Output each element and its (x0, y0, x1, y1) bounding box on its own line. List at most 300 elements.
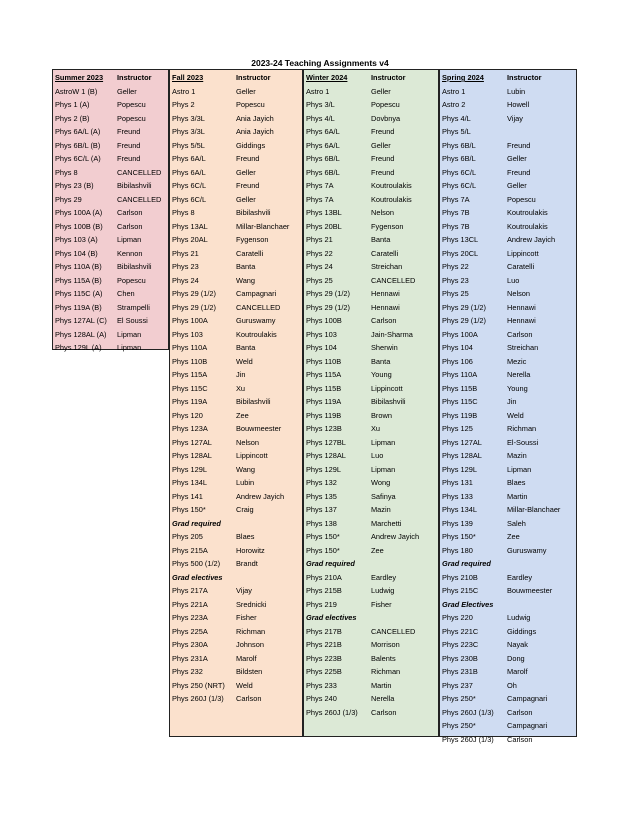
table-row (170, 233, 302, 246)
table-row (170, 274, 302, 287)
table-row (440, 274, 576, 287)
instructor-cell: Zee (507, 532, 520, 541)
instructor-cell: Martin (371, 680, 392, 690)
table-row (304, 449, 438, 462)
table-row (170, 166, 302, 179)
course-cell: Phys 8 (55, 167, 78, 177)
course-cell: Phys 260J (1/3) (442, 707, 494, 717)
table-row (440, 409, 576, 422)
table-row (440, 220, 576, 233)
column-header (440, 71, 576, 84)
course-cell: Phys 8 (172, 208, 195, 217)
instructor-cell: Eardley (507, 572, 533, 582)
course-cell: Phys 29 (1/2) (172, 302, 216, 312)
table-row (304, 571, 438, 584)
table-row (170, 368, 302, 381)
course-cell: Phys 129L (306, 464, 341, 474)
course-cell: Phys 250 (NRT) (172, 680, 225, 690)
table-row (440, 382, 576, 395)
course-cell: Phys 29 (1/2) (172, 289, 216, 298)
course-cell: Phys 23 (442, 275, 469, 285)
table-row (170, 301, 302, 314)
course-cell: Phys 104 (B) (55, 248, 98, 258)
instructor-cell: Nelson (507, 289, 531, 298)
table-row (304, 625, 438, 638)
course-cell: Phys 127AL (172, 437, 212, 447)
course-cell: Phys 6B/L (442, 140, 476, 150)
instructor-cell: Balents (371, 653, 396, 663)
table-row (170, 584, 302, 597)
instructor-cell: Blaes (236, 532, 255, 541)
instructor-cell: Millar-Blanchaer (236, 221, 290, 231)
instructor-cell: Bildsten (236, 667, 263, 676)
instructor-cell: Saleh (507, 518, 526, 528)
course-cell: Phys 225B (306, 667, 342, 676)
instructor-cell: Banta (371, 235, 391, 244)
course-cell: Phys 22 (442, 262, 469, 271)
instructor-cell: Marolf (507, 667, 528, 676)
table-row (440, 638, 576, 651)
instructor-cell: Freund (507, 140, 531, 150)
table-row (170, 328, 302, 341)
course-cell: Phys 115A (B) (55, 275, 102, 285)
course-cell: Phys 103 (172, 329, 203, 339)
course-cell: Phys 1 (A) (55, 100, 90, 109)
table-row (304, 652, 438, 665)
instructor-cell: Koutroulakis (507, 208, 548, 217)
course-cell: Phys 6B/L (442, 154, 476, 163)
instructor-cell: Carlson (371, 316, 397, 325)
instructor-cell: Popescu (371, 100, 400, 109)
instructor-cell: Lippincott (371, 383, 403, 393)
course-cell: Phys 6A/L (A) (55, 127, 101, 136)
table-row (304, 355, 438, 368)
course-cell: Phys 6A/L (172, 154, 206, 163)
table-row (440, 544, 576, 557)
table-row (170, 314, 302, 327)
course-cell: Phys 6A/L (306, 127, 340, 136)
table-row (440, 341, 576, 354)
table-row (440, 733, 576, 746)
table-row (170, 652, 302, 665)
table-row (440, 706, 576, 719)
table-row (170, 247, 302, 260)
instructor-cell: Banta (236, 262, 256, 271)
course-cell: Phys 100A (442, 329, 478, 339)
instructor-cell: Xu (371, 424, 381, 433)
instructor-cell: Vijay (507, 113, 523, 123)
instructor-cell: El Soussi (117, 316, 148, 325)
table-row (304, 368, 438, 381)
course-cell: Phys 134L (172, 478, 207, 487)
table-row (170, 220, 302, 233)
table-row (304, 125, 438, 138)
instructor-cell: Luo (371, 451, 384, 460)
instructor-cell: Ludwig (371, 586, 395, 595)
table-row (304, 638, 438, 651)
table-row (304, 220, 438, 233)
table-row (170, 355, 302, 368)
course-cell: Phys 233 (306, 680, 337, 690)
instructor-cell: Geller (507, 181, 527, 190)
table-row (304, 436, 438, 449)
table-row (170, 193, 302, 206)
table-row (304, 382, 438, 395)
course-cell: Phys 6B/L (B) (55, 140, 101, 150)
table-row (440, 368, 576, 381)
course-cell: Phys 135 (306, 491, 337, 501)
course-cell: Phys 115C (A) (55, 289, 103, 298)
instructor-cell: Zee (236, 410, 249, 420)
instructor-cell: Popescu (117, 100, 146, 109)
table-row (440, 139, 576, 152)
table-row (304, 274, 438, 287)
course-cell: Phys 215A (172, 545, 208, 555)
instructor-cell: Bibilashvili (236, 208, 271, 217)
course-cell: Phys 129L (442, 464, 477, 474)
table-row (53, 233, 168, 246)
table-row (304, 233, 438, 246)
instructor-cell: Sherwin (371, 343, 398, 352)
table-row (304, 665, 438, 678)
section-subheader (170, 517, 302, 530)
table-row (170, 463, 302, 476)
course-cell: Phys 221B (306, 640, 342, 649)
instructor-cell: Freund (117, 154, 141, 163)
table-row (53, 247, 168, 260)
instructor-cell: Nayak (507, 640, 528, 649)
column-spring-2024 (439, 69, 577, 744)
instructor-cell: Oh (507, 680, 517, 690)
course-cell: Phys 210A (306, 572, 342, 582)
table-row (53, 206, 168, 219)
table-row (170, 611, 302, 624)
course-cell: Phys 23 (172, 262, 199, 271)
instructor-cell: Carlson (236, 694, 262, 703)
section-label: Grad Electives (442, 599, 494, 609)
course-cell: Phys 123A (172, 424, 208, 433)
table-row (440, 166, 576, 179)
course-cell: Phys 4/L (306, 113, 335, 123)
table-row (170, 503, 302, 516)
course-cell: Phys 127BL (306, 437, 346, 447)
page-title: 2023-24 Teaching Assignments v4 (251, 58, 389, 68)
table-row (53, 287, 168, 300)
instructor-cell: Caratelli (371, 248, 399, 258)
table-row (440, 679, 576, 692)
course-cell: Phys 7B (442, 208, 470, 217)
section-label: Grad electives (172, 572, 223, 582)
table-row (304, 530, 438, 543)
course-cell: Phys 20CL (442, 248, 479, 258)
instructor-cell: Geller (236, 167, 256, 177)
course-cell: Phys 260J (1/3) (306, 707, 358, 717)
instructor-cell: Ania Jayich (236, 113, 274, 123)
course-cell: Phys 250* (442, 694, 476, 703)
course-cell: Phys 231A (172, 653, 208, 663)
instructor-cell: Geller (371, 86, 391, 96)
table-row (53, 220, 168, 233)
course-cell: Phys 7A (306, 194, 334, 204)
instructor-cell: Popescu (236, 100, 265, 109)
table-row (440, 301, 576, 314)
instructor-cell: Wang (236, 275, 256, 285)
table-row (304, 98, 438, 111)
course-cell: Phys 2 (B) (55, 113, 90, 123)
table-row (53, 166, 168, 179)
course-cell: Phys 6C/L (A) (55, 154, 101, 163)
table-row (304, 706, 438, 719)
instructor-cell: Freund (371, 167, 395, 177)
instructor-cell: CANCELLED (117, 194, 162, 204)
column-header (170, 71, 302, 84)
course-cell: Phys 180 (442, 545, 473, 555)
instructor-cell: Kennon (117, 248, 143, 258)
table-row (304, 395, 438, 408)
course-cell: Phys 128AL (306, 451, 346, 460)
table-row (304, 422, 438, 435)
course-cell: Astro 1 (172, 86, 196, 96)
course-cell: Phys 103 (306, 329, 337, 339)
instructor-cell: Popescu (117, 113, 146, 123)
course-cell: Phys 3/L (306, 100, 335, 109)
instructor-cell: Dong (507, 653, 525, 663)
instructor-cell: Fygenson (236, 235, 269, 244)
instructor-cell: Bibilashvili (117, 181, 152, 190)
course-cell: Phys 13AL (172, 221, 208, 231)
instructor-cell: Carlson (371, 707, 397, 717)
course-cell: Phys 100B (306, 316, 342, 325)
course-cell: AstroW 1 (B) (55, 86, 98, 96)
table-row (53, 260, 168, 273)
instructor-cell: Bibilashvili (371, 397, 406, 406)
table-row (304, 503, 438, 516)
table-row (304, 409, 438, 422)
course-cell: Phys 500 (1/2) (172, 559, 221, 568)
course-cell: Phys 6C/L (442, 167, 477, 177)
instructor-cell: Brandt (236, 559, 258, 568)
course-cell: Phys 24 (306, 262, 333, 271)
table-row (440, 260, 576, 273)
course-cell: Phys 150* (306, 532, 340, 541)
term-label: Summer 2023 (55, 73, 104, 82)
course-cell: Phys 215C (442, 586, 479, 595)
course-cell: Phys 104 (442, 343, 473, 352)
table-row (440, 125, 576, 138)
table-row (170, 125, 302, 138)
course-cell: Phys 106 (442, 356, 473, 366)
table-row (304, 490, 438, 503)
table-row (170, 139, 302, 152)
course-cell: Phys 240 (306, 694, 337, 703)
course-cell: Phys 221A (172, 599, 208, 609)
course-cell: Phys 128AL (A) (55, 329, 107, 339)
instructor-cell: Lippincott (236, 451, 268, 460)
instructor-cell: Carlson (117, 208, 143, 217)
table-row (170, 112, 302, 125)
instructor-cell: Young (507, 383, 528, 393)
table-row (170, 179, 302, 192)
instructor-cell: Lipman (371, 437, 396, 447)
course-cell: Phys 127AL (C) (55, 316, 107, 325)
instructor-cell: Eardley (371, 572, 397, 582)
table-row (440, 463, 576, 476)
instructor-cell: CANCELLED (371, 275, 416, 285)
instructor-cell: Guruswamy (236, 316, 276, 325)
table-row (440, 571, 576, 584)
table-row (170, 638, 302, 651)
column-winter-2024 (303, 69, 439, 737)
table-row (440, 98, 576, 111)
instructor-cell: Carlson (507, 329, 533, 339)
table-row (440, 287, 576, 300)
instructor-cell: Koutroulakis (371, 181, 412, 190)
instructor-cell: Popescu (117, 275, 146, 285)
instructor-cell: Caratelli (236, 248, 264, 258)
course-cell: Phys 127AL (442, 437, 482, 447)
instructor-cell: Srednicki (236, 599, 267, 609)
table-row (53, 341, 168, 354)
instructor-cell: Andrew Jayich (507, 235, 556, 244)
course-cell: Phys 7B (442, 221, 470, 231)
instructor-cell: Freund (507, 167, 531, 177)
course-cell: Phys 132 (306, 478, 337, 487)
course-cell: Phys 230B (442, 653, 478, 663)
table-row (304, 692, 438, 705)
instructor-cell: Howell (507, 100, 530, 109)
table-row (170, 557, 302, 570)
instructor-cell: Millar-Blanchaer (507, 505, 561, 514)
course-cell: Phys 133 (442, 491, 473, 501)
instructor-cell: Koutroulakis (371, 194, 412, 204)
table-row (440, 314, 576, 327)
course-cell: Phys 25 (442, 289, 469, 298)
course-cell: Phys 150* (172, 505, 206, 514)
instructor-cell: Lipman (117, 329, 142, 339)
course-cell: Astro 2 (442, 100, 466, 109)
table-row (170, 341, 302, 354)
instructor-cell: Lippincott (507, 248, 539, 258)
table-row (440, 395, 576, 408)
instructor-cell: Morrison (371, 640, 400, 649)
instructor-cell: Popescu (507, 194, 536, 204)
instructor-cell: Jin (236, 370, 246, 379)
instructor-cell: Hennawi (371, 289, 400, 298)
table-row (440, 530, 576, 543)
table-row (304, 152, 438, 165)
table-row (304, 544, 438, 557)
course-cell: Phys 123B (306, 424, 342, 433)
term-label: Winter 2024 (306, 73, 348, 82)
instructor-cell: Geller (507, 154, 527, 163)
course-cell: Phys 6B/L (306, 154, 340, 163)
course-cell: Phys 29 (1/2) (442, 302, 486, 312)
course-cell: Astro 1 (442, 86, 466, 96)
course-cell: Phys 110A (B) (55, 262, 102, 271)
course-cell: Phys 100A (172, 316, 208, 325)
table-row (170, 395, 302, 408)
course-cell: Phys 110B (306, 356, 342, 366)
instructor-cell: Carlson (117, 221, 143, 231)
instructor-cell: Lubin (507, 86, 526, 96)
table-row (53, 274, 168, 287)
instructor-cell: Craig (236, 505, 254, 514)
column-header (304, 71, 438, 84)
course-cell: Phys 223A (172, 613, 208, 622)
table-row (53, 112, 168, 125)
instructor-cell: Lipman (117, 343, 142, 352)
course-cell: Phys 223C (442, 640, 479, 649)
table-row (170, 679, 302, 692)
course-cell: Phys 5/L (442, 127, 471, 136)
course-cell: Phys 205 (172, 532, 203, 541)
instructor-cell: Campagnari (507, 694, 548, 703)
table-row (304, 463, 438, 476)
instructor-cell: Giddings (507, 626, 537, 636)
course-cell: Phys 115A (172, 370, 208, 379)
table-row (304, 328, 438, 341)
term-label: Spring 2024 (442, 73, 484, 82)
section-label: Grad required (306, 559, 355, 568)
table-row (440, 503, 576, 516)
table-row (440, 193, 576, 206)
table-row (170, 409, 302, 422)
table-row (440, 625, 576, 638)
table-row (170, 382, 302, 395)
instructor-cell: Richman (236, 626, 266, 636)
instructor-cell: Freund (371, 127, 395, 136)
column-summer-2023 (52, 69, 169, 350)
column-fall-2023 (169, 69, 303, 737)
section-subheader (304, 611, 438, 624)
instructor-cell: Weld (507, 410, 524, 420)
instructor-cell: Richman (507, 424, 537, 433)
instructor-cell: Weld (236, 356, 253, 366)
instructor-cell: Freund (371, 154, 395, 163)
instructor-cell: Carlson (507, 707, 533, 717)
table-row (170, 625, 302, 638)
instructor-cell: Luo (507, 275, 520, 285)
course-cell: Phys 22 (306, 248, 333, 258)
course-cell: Phys 217B (306, 626, 342, 636)
instructor-cell: Lipman (507, 464, 532, 474)
instructor-cell: Lipman (117, 235, 142, 244)
course-cell: Phys 139 (442, 518, 473, 528)
course-cell: Phys 100B (B) (55, 221, 103, 231)
course-cell: Phys 134L (442, 505, 477, 514)
course-cell: Phys 119A (B) (55, 302, 102, 312)
table-row (170, 98, 302, 111)
instructor-cell: Richman (371, 667, 401, 676)
course-cell: Phys 25 (306, 275, 333, 285)
instructor-cell: Jain-Sharma (371, 329, 413, 339)
instructor-cell: Fygenson (371, 221, 404, 231)
table-row (53, 98, 168, 111)
instructor-cell: Weld (236, 680, 253, 690)
course-cell: Phys 230A (172, 640, 208, 649)
table-row (304, 179, 438, 192)
instructor-cell: Fisher (236, 613, 257, 622)
table-row (304, 314, 438, 327)
course-cell: Phys 110A (442, 370, 478, 379)
course-cell: Phys 3/3L (172, 127, 205, 136)
instructor-cell: Freund (117, 140, 141, 150)
course-cell: Phys 119A (306, 397, 342, 406)
instructor-cell: CANCELLED (371, 626, 416, 636)
course-cell: Phys 115C (172, 383, 208, 393)
instructor-cell: El-Soussi (507, 437, 539, 447)
instructor-cell: Banta (236, 343, 256, 352)
